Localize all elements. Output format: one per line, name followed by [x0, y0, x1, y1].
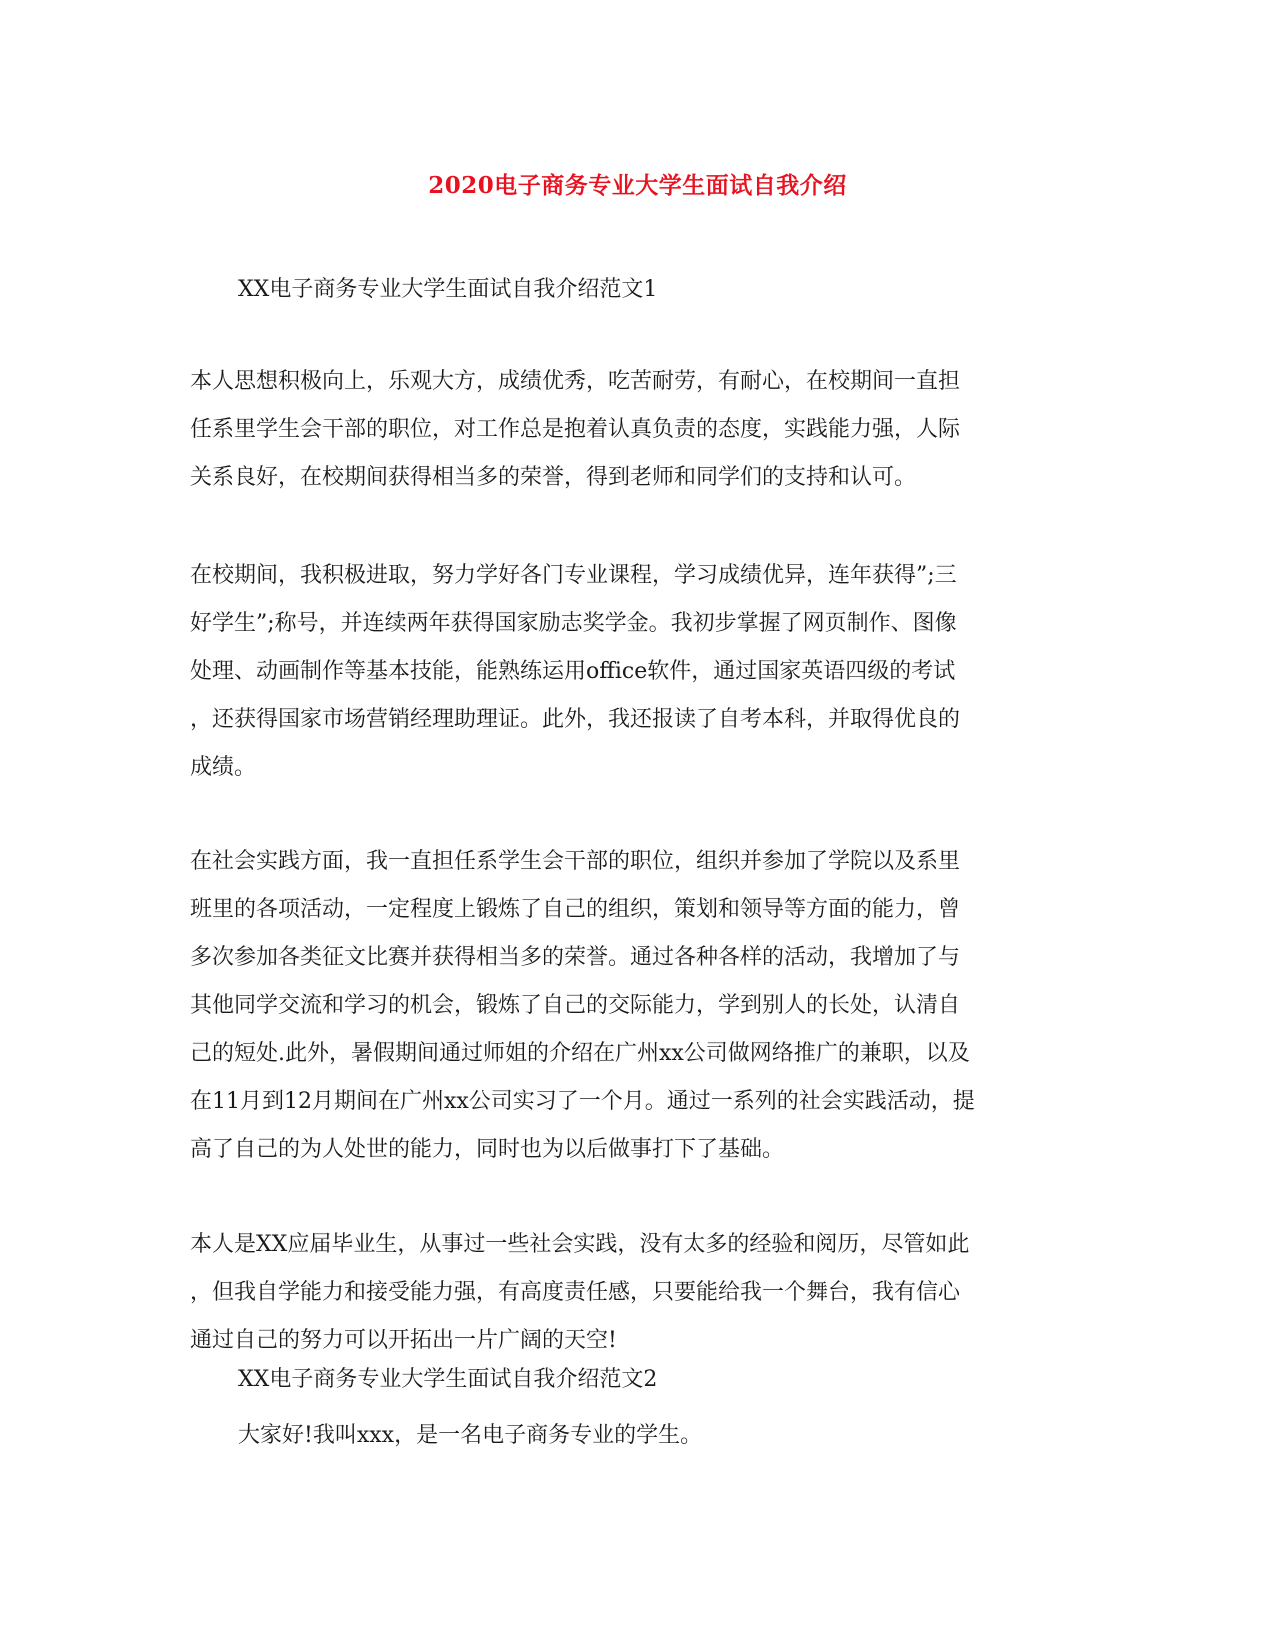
paragraph-line: 关系良好，在校期间获得相当多的荣誉，得到老师和同学们的支持和认可。	[190, 465, 917, 490]
paragraph-line: 己的短处.此外，暑假期间通过师姐的介绍在广州xx公司做网络推广的兼职，以及	[190, 1041, 970, 1066]
paragraph-line: ，但我自学能力和接受能力强，有高度责任感，只要能给我一个舞台，我有信心	[190, 1280, 961, 1305]
section-heading-1: XX电子商务专业大学生面试自我介绍范文1	[238, 277, 658, 302]
paragraph-line: 本人思想积极向上，乐观大方，成绩优秀，吃苦耐劳，有耐心，在校期间一直担	[190, 369, 961, 394]
paragraph-line: 通过自己的努力可以开拓出一片广阔的天空!	[190, 1328, 617, 1353]
section-heading-2: XX电子商务专业大学生面试自我介绍范文2	[238, 1367, 658, 1392]
paragraph-line: 班里的各项活动，一定程度上锻炼了自己的组织，策划和领导等方面的能力，曾	[190, 897, 961, 922]
paragraph-4	[190, 1221, 1080, 1365]
document-title: 2020电子商务专业大学生面试自我介绍	[428, 172, 847, 199]
paragraph-2	[190, 552, 1080, 792]
paragraph-line: 在11月到12月期间在广州xx公司实习了一个月。通过一系列的社会实践活动，提	[190, 1089, 975, 1114]
paragraph-line: 在校期间，我积极进取，努力学好各门专业课程，学习成绩优异，连年获得”;三	[190, 563, 957, 588]
paragraph-line: 在社会实践方面，我一直担任系学生会干部的职位，组织并参加了学院以及系里	[190, 849, 961, 874]
paragraph-line: ，还获得国家市场营销经理助理证。此外，我还报读了自考本科，并取得优良的	[190, 707, 961, 732]
paragraph-line: 任系里学生会干部的职位，对工作总是抱着认真负责的态度，实践能力强，人际	[190, 417, 961, 442]
paragraph-line: 多次参加各类征文比赛并获得相当多的荣誉。通过各种各样的活动，我增加了与	[190, 945, 961, 970]
paragraph-1	[190, 358, 1080, 502]
paragraph-5	[238, 1412, 1038, 1460]
paragraph-3	[190, 838, 1080, 1174]
paragraph-line: 其他同学交流和学习的机会，锻炼了自己的交际能力，学到别人的长处，认清自	[190, 993, 961, 1018]
paragraph-line: 大家好!我叫xxx，是一名电子商务专业的学生。	[238, 1423, 703, 1448]
paragraph-line: 好学生”;称号，并连续两年获得国家励志奖学金。我初步掌握了网页制作、图像	[190, 611, 957, 636]
paragraph-line: 本人是XX应届毕业生，从事过一些社会实践，没有太多的经验和阅历，尽管如此	[190, 1232, 970, 1257]
paragraph-line: 高了自己的为人处世的能力，同时也为以后做事打下了基础。	[190, 1137, 785, 1162]
paragraph-line: 处理、动画制作等基本技能，能熟练运用office软件，通过国家英语四级的考试	[190, 659, 956, 684]
paragraph-line: 成绩。	[190, 755, 257, 780]
